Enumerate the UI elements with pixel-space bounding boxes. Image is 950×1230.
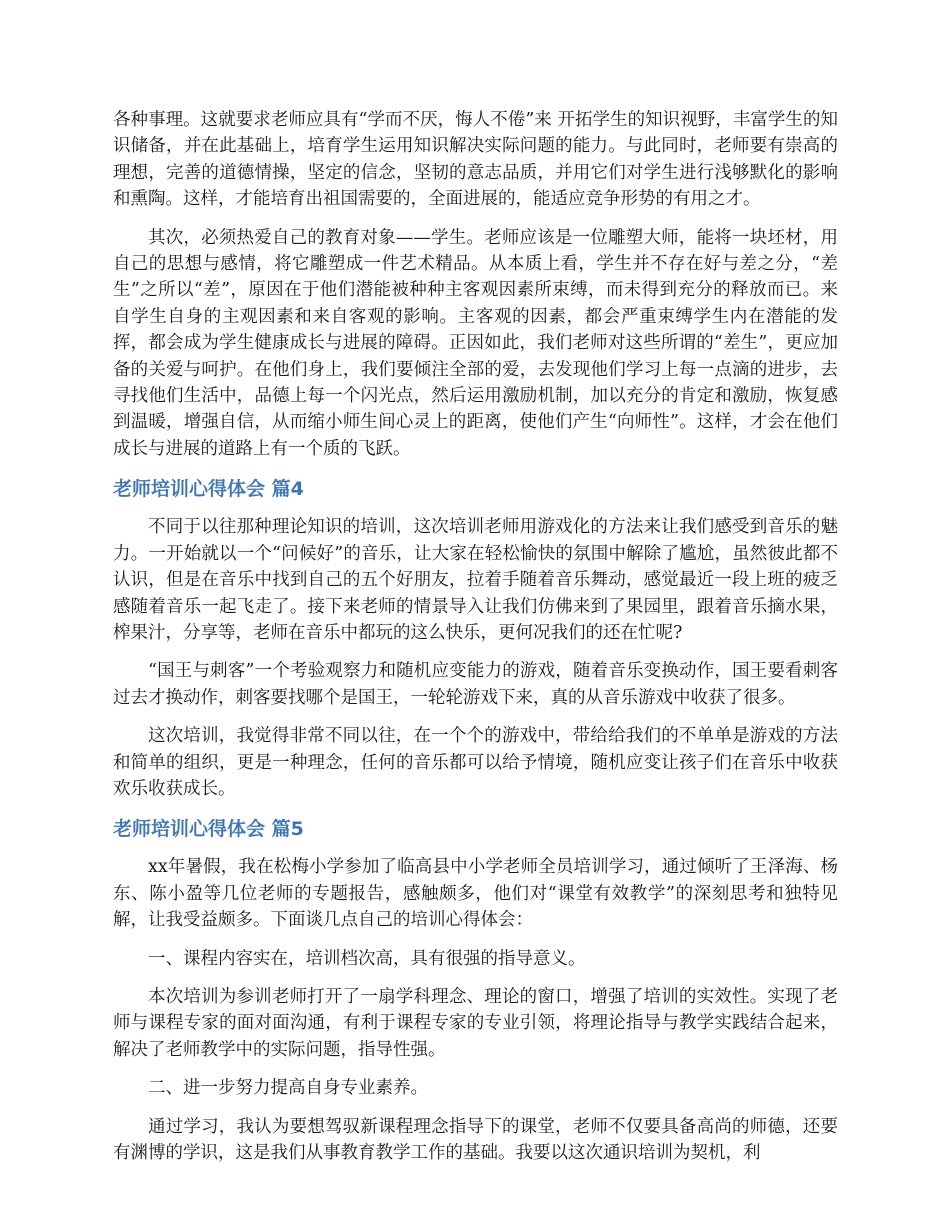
section-5-paragraph-2: 一、课程内容实在，培训档次高，具有很强的指导意义。 xyxy=(148,948,586,969)
document-page xyxy=(113,107,838,1178)
section-5-paragraph-3: 本次培训为参训老师打开了一扇学科理念、理论的窗口，增强了培训的实效性。实现了老师与课程专家的面对面沟通，有利于课程专家的专业引领，将理论指导与教学实践结合起来，解决了老师教学中的实际问题，指导性强。 xyxy=(113,986,838,1060)
paragraph-intro-1: 各种事理。这就要求老师应具有“学而不厌，悔人不倦”来 开拓学生的知识视野，丰富学生的知识储备，并在此基础上，培育学生运用知识解决实际问题的能力。与此同时，老师要有崇高的理想，完善的道德情操，坚定的信念，坚韧的意志品质，并用它们对学生进行浅够默化的影响和熏陶。这样，才能培育出祖国需要的，全面进展的，能适应竞争形势的有用之才。 xyxy=(113,110,838,210)
section-4-heading: 老师培训心得体会 篇4 xyxy=(113,478,304,501)
section-5-paragraph-4: 二、进一步努力提高自身专业素养。 xyxy=(148,1078,428,1099)
section-5-paragraph-1: xx年暑假，我在松梅小学参加了临高县中小学老师全员培训学习，通过倾听了王泽海、杨东、陈小盈等几位老师的专题报告，感触颇多，他们对“课堂有效教学”的深刻思考和独特见解，让我受益颇多。下面谈几点自己的培训心得体会： xyxy=(113,857,838,931)
section-4-paragraph-2: “国王与刺客”一个考验观察力和随机应变能力的游戏，随着音乐变换动作，国王要看刺客过去才换动作，刺客要找哪个是国王，一轮轮游戏下来，真的从音乐游戏中收获了很多。 xyxy=(113,661,838,708)
section-4-paragraph-3: 这次培训，我觉得非常不同以往，在一个个的游戏中，带给给我们的不单单是游戏的方法和简单的组织，更是一种理念，任何的音乐都可以给予情境，随机应变让孩子们在音乐中收获欢乐收获成长。 xyxy=(113,726,838,799)
section-5-paragraph-5: 通过学习，我认为要想驾驭新课程理念指导下的课堂，老师不仅要具备高尚的师德，还要有渊博的学识，这是我们从事教育教学工作的基础。我要以这次通识培训为契机，利 xyxy=(113,1116,838,1163)
paragraph-intro-2: 其次，必须热爱自己的教育对象——学生。老师应该是一位雕塑大师，能将一块坯材，用自己的思想与感情，将它雕塑成一件艺术精品。从本质上看，学生并不存在好与差之分，“差生”之所以“差”，原因在于他们潜能被种种主客观因素所束缚，而未得到充分的释放而已。来自学生自身的主观因素和来自客观的影响。主客观的因素，都会严重束缚学生内在潜能的发挥，都会成为学生健康成长与进展的障碍。正因如此，我们老师对这些所谓的“差生”，更应加备的关爱与呵护。在他们身上，我们要倾注全部的爱，去发现他们学习上每一点滴的进步，去寻找他们生活中，品德上每一个闪光点，然后运用激励机制，加以充分的肯定和激励，恢复感到温暖，增强自信，从而缩小师生间心灵上的距离，使他们产生“向师性”。这样，才会在他们成长与进展的道路上有一个质的飞跃。 xyxy=(113,227,838,459)
section-4-paragraph-1: 不同于以往那种理论知识的培训，这次培训老师用游戏化的方法来让我们感受到音乐的魅力。一开始就以一个“问候好”的音乐，让大家在轻松愉快的氛围中解除了尴尬，虽然彼此都不认识，但是在音乐中找到自己的五个好朋友，拉着手随着音乐舞动，感觉最近一段上班的疲乏感随着音乐一起飞走了。接下来老师的情景导入让我们仿佛来到了果园里，跟着音乐摘水果，榨果汁，分享等，老师在音乐中都玩的这么快乐，更何况我们的还在忙呢? xyxy=(113,517,838,643)
section-5-heading: 老师培训心得体会 篇5 xyxy=(113,818,304,841)
